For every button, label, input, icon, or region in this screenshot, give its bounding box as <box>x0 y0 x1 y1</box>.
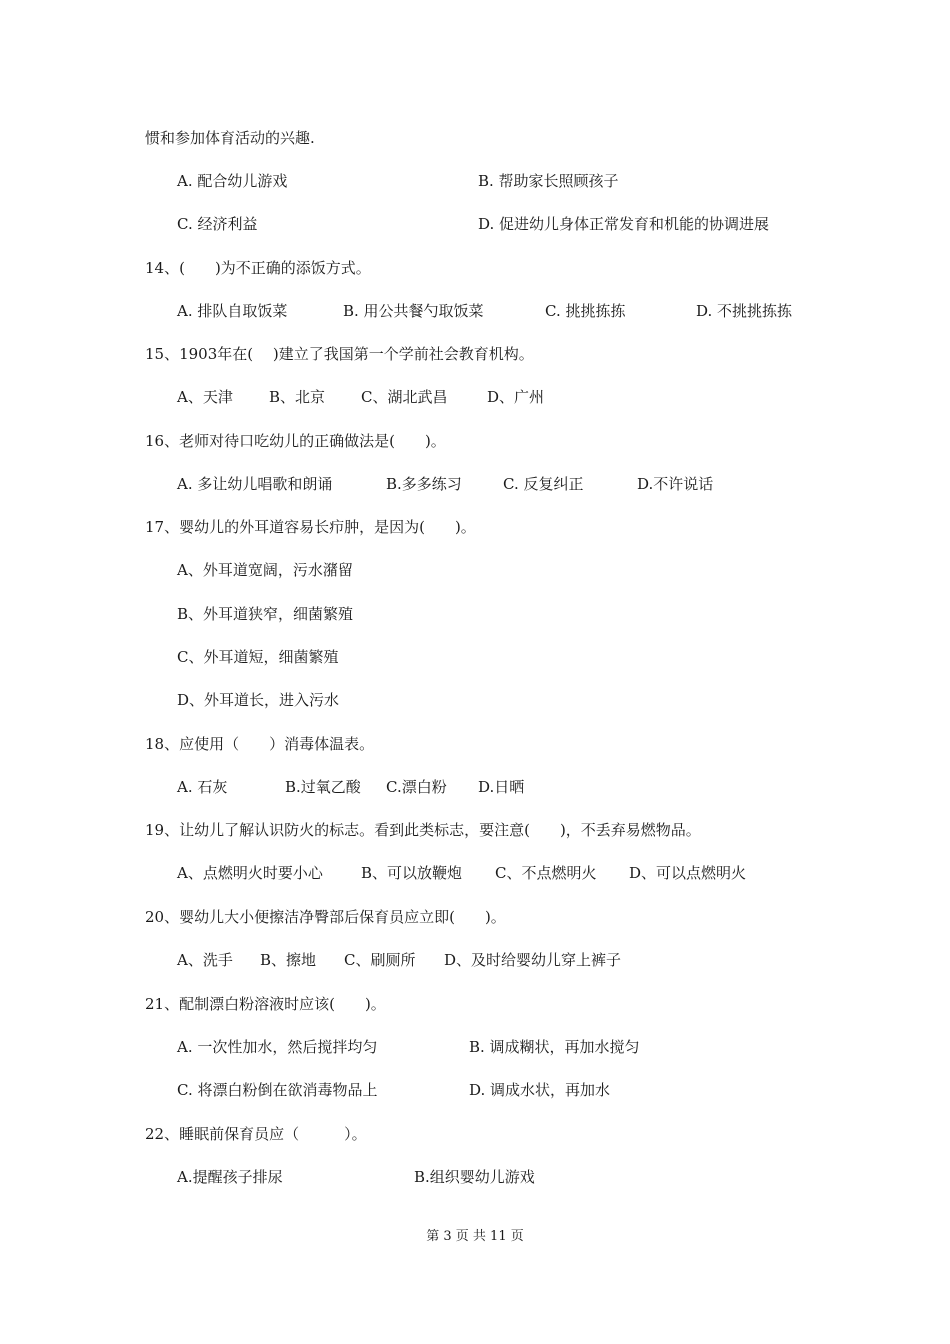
q21-option-b: B. 调成糊状，再加水搅匀 <box>469 1038 640 1056</box>
q19-option-a: A、点燃明火时要小心 <box>177 864 323 882</box>
page-footer: 第 3 页 共 11 页 <box>426 1229 524 1244</box>
q15-option-b: B、北京 <box>269 388 326 406</box>
q21-stem: 21、配制漂白粉溶液时应该( )。 <box>145 995 386 1013</box>
q14-stem: 14、( )为不正确的添饭方式。 <box>145 259 371 277</box>
q16-option-a: A. 多让幼儿唱歌和朗诵 <box>177 475 333 493</box>
q19-option-c: C、不点燃明火 <box>495 864 597 882</box>
q22-stem: 22、睡眠前保育员应（ ）。 <box>145 1125 367 1143</box>
q13-option-b: B. 帮助家长照顾孩子 <box>478 172 619 190</box>
q21-option-a: A. 一次性加水，然后搅拌均匀 <box>177 1038 378 1056</box>
q22-option-b: B.组织婴幼儿游戏 <box>414 1168 535 1186</box>
q15-stem: 15、1903年在( )建立了我国第一个学前社会教育机构。 <box>145 345 534 363</box>
q14-option-b: B. 用公共餐勺取饭菜 <box>343 302 484 320</box>
q20-stem: 20、婴幼儿大小便擦洁净臀部后保育员应立即( )。 <box>145 908 506 926</box>
q13-option-a: A. 配合幼儿游戏 <box>177 172 288 190</box>
q14-option-d: D. 不挑挑拣拣 <box>696 302 793 320</box>
q17-option-d: D、外耳道长，进入污水 <box>177 691 340 709</box>
q15-option-d: D、广州 <box>487 388 545 406</box>
q16-option-c: C. 反复纠正 <box>503 475 584 493</box>
q16-option-b: B.多多练习 <box>386 475 462 493</box>
q21-option-d: D. 调成水状，再加水 <box>469 1081 611 1099</box>
q20-option-c: C、刷厕所 <box>344 951 416 969</box>
q20-option-b: B、擦地 <box>260 951 317 969</box>
q18-option-d: D.日晒 <box>478 778 525 796</box>
q18-stem: 18、应使用（ ）消毒体温表。 <box>145 735 375 753</box>
q17-option-c: C、外耳道短，细菌繁殖 <box>177 648 339 666</box>
q16-option-d: D.不许说话 <box>637 475 714 493</box>
q15-option-a: A、天津 <box>177 388 233 406</box>
q17-option-a: A、外耳道宽阔，污水潴留 <box>177 561 353 579</box>
q17-stem: 17、婴幼儿的外耳道容易长疖肿，是因为( )。 <box>145 518 476 536</box>
q18-option-a: A. 石灰 <box>177 778 228 796</box>
q18-option-b: B.过氧乙酸 <box>285 778 361 796</box>
q15-option-c: C、湖北武昌 <box>361 388 448 406</box>
q22-option-a: A.提醒孩子排尿 <box>177 1168 283 1186</box>
q20-option-a: A、洗手 <box>177 951 233 969</box>
q20-option-d: D、及时给婴幼儿穿上裤子 <box>444 951 622 969</box>
q14-option-c: C. 挑挑拣拣 <box>545 302 626 320</box>
q13-option-c: C. 经济利益 <box>177 215 258 233</box>
q19-stem: 19、让幼儿了解认识防火的标志。看到此类标志，要注意( )，不丢弃易燃物品。 <box>145 821 701 839</box>
q13-option-d: D. 促进幼儿身体正常发育和机能的协调进展 <box>478 215 770 233</box>
q21-option-c: C. 将漂白粉倒在欲消毒物品上 <box>177 1081 378 1099</box>
q16-stem: 16、老师对待口吃幼儿的正确做法是( )。 <box>145 432 446 450</box>
q18-option-c: C.漂白粉 <box>386 778 447 796</box>
q13-continuation: 惯和参加体育活动的兴趣. <box>145 129 315 147</box>
q17-option-b: B、外耳道狭窄，细菌繁殖 <box>177 605 354 623</box>
q14-option-a: A. 排队自取饭菜 <box>177 302 288 320</box>
q19-option-b: B、可以放鞭炮 <box>361 864 463 882</box>
q19-option-d: D、可以点燃明火 <box>629 864 747 882</box>
